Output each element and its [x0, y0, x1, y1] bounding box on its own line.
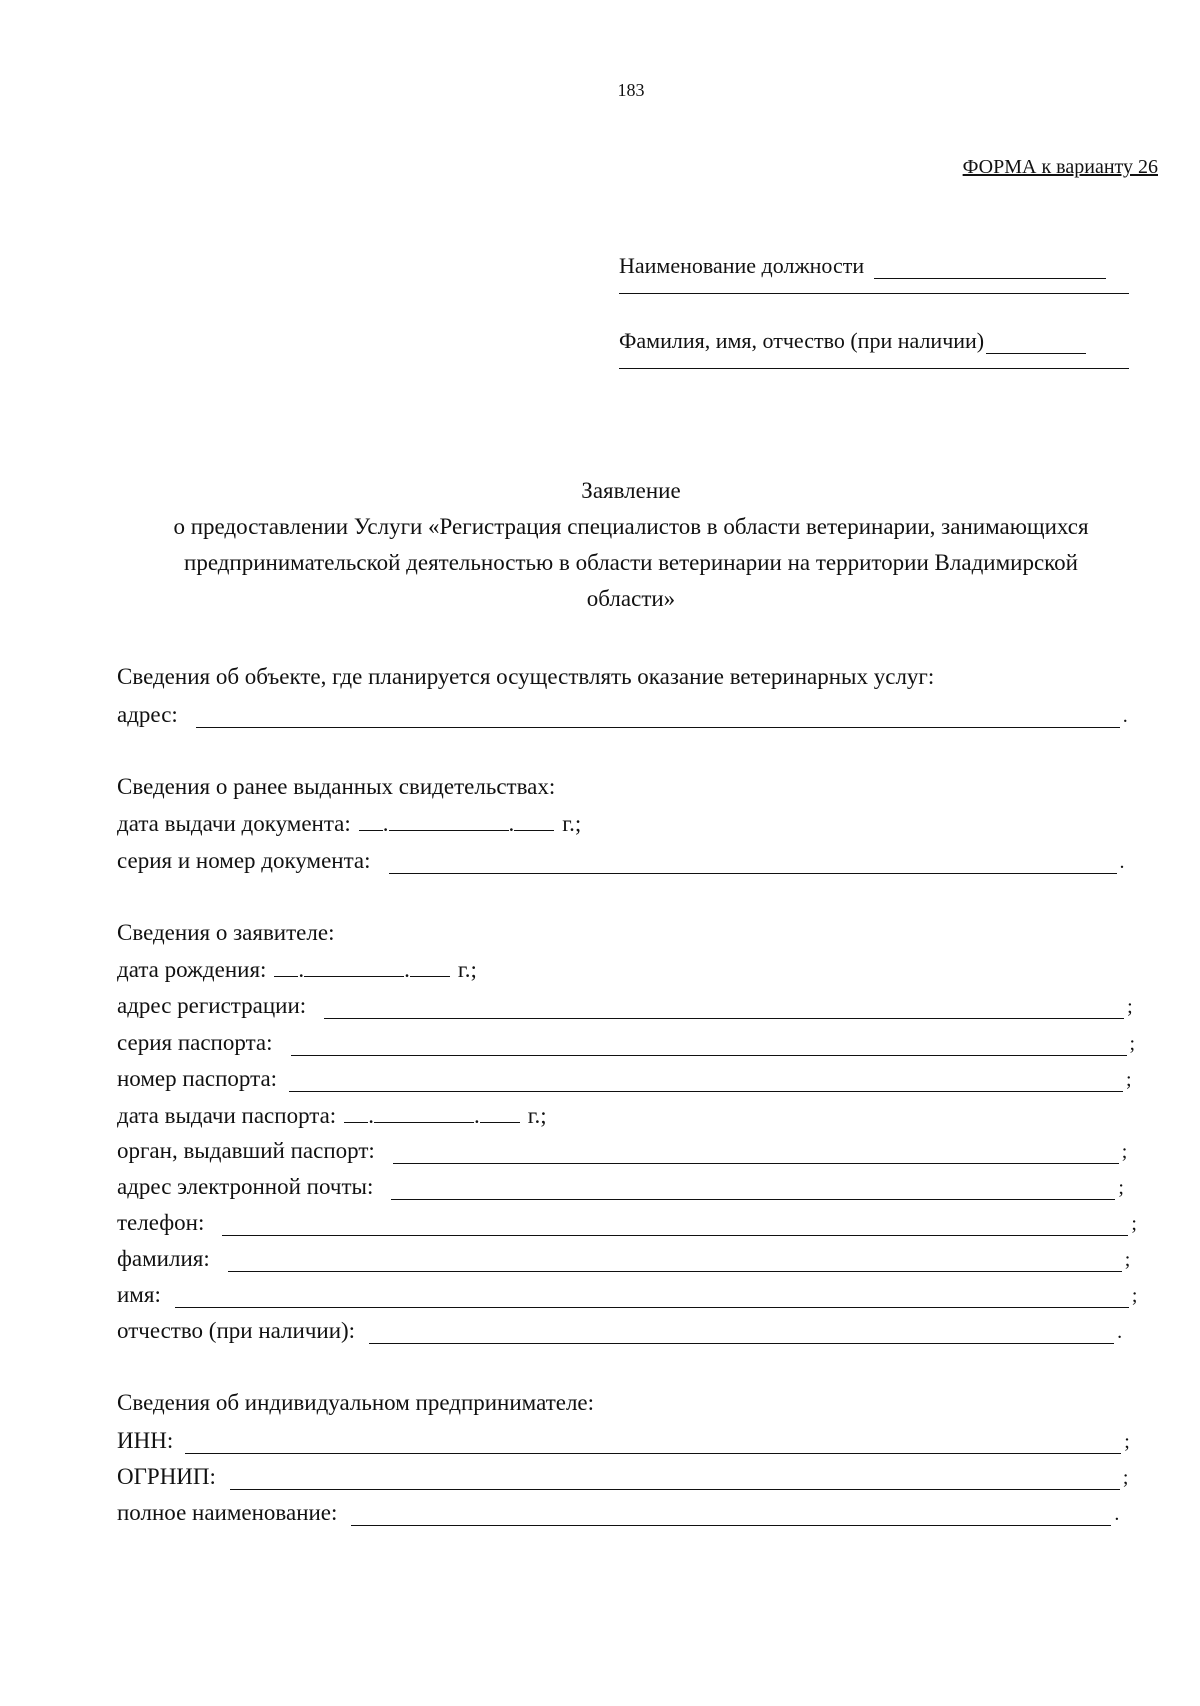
phone-blank[interactable] [222, 1215, 1128, 1236]
passport-series-blank[interactable] [291, 1035, 1127, 1056]
document-subtitle-line-1: о предоставлении Услуги «Регистрация специалистов в области ветеринарии, занимающихся [173, 514, 1089, 539]
passport-month-blank[interactable] [374, 1102, 474, 1123]
full-name-blank[interactable] [351, 1505, 1111, 1526]
applicant-field-row [117, 1030, 1135, 1056]
birth-month-blank[interactable] [304, 956, 404, 977]
birth-day-blank[interactable] [274, 956, 298, 977]
certificate-number-label: серия и номер документа: [117, 848, 371, 873]
certificate-date-row: дата выдачи документа: . . г.; [117, 811, 582, 836]
certificate-year-blank[interactable] [514, 810, 554, 831]
object-address-row [117, 702, 1128, 728]
applicant-field-label: телефон: [117, 1210, 205, 1235]
entrepreneur-section-title: Сведения об индивидуальном предпринимателе: [117, 1390, 595, 1415]
position-blank-2[interactable] [619, 293, 1129, 294]
applicant-field-label: фамилия: [117, 1246, 210, 1271]
inn-blank[interactable] [185, 1433, 1121, 1454]
applicant-section-title: Сведения о заявителе: [117, 920, 335, 945]
applicant-field-row [117, 1066, 1132, 1092]
applicant-field-label: имя: [117, 1282, 161, 1307]
applicant-field-label: серия паспорта: [117, 1030, 273, 1055]
surname-blank[interactable] [228, 1251, 1122, 1272]
page-number: 183 [617, 80, 645, 100]
applicant-field-end: ; [1131, 1285, 1138, 1307]
document-title: Заявление [581, 478, 681, 503]
fio-blank[interactable] [986, 333, 1086, 354]
patronymic-blank[interactable] [369, 1323, 1114, 1344]
certificate-number-row [117, 848, 1125, 874]
applicant-field-row [117, 1210, 1137, 1236]
applicant-field-end: ; [1131, 1213, 1137, 1235]
object-address-blank[interactable] [196, 707, 1120, 728]
passport-day-blank[interactable] [344, 1102, 368, 1123]
fio-label: Фамилия, имя, отчество (при наличии) [619, 328, 985, 353]
passport-year-blank[interactable] [480, 1102, 520, 1123]
passport-number-blank[interactable] [289, 1071, 1123, 1092]
form-reference: ФОРМА к варианту 26 [962, 156, 1158, 178]
applicant-field-row [117, 993, 1133, 1019]
entrepreneur-field-row [117, 1500, 1119, 1526]
first-name-blank[interactable] [175, 1287, 1129, 1308]
applicant-field-end: ; [1121, 1141, 1128, 1163]
certificate-number-end: . [1119, 851, 1125, 873]
entrepreneur-field-label: ОГРНИП: [117, 1464, 216, 1489]
entrepreneur-field-row [117, 1464, 1128, 1490]
object-address-end: . [1122, 705, 1128, 727]
fio-blank-2[interactable] [619, 368, 1129, 369]
document-subtitle-line-3: области» [586, 586, 676, 611]
passport-date-label: дата выдачи паспорта: [117, 1103, 337, 1128]
applicant-field-end: . [1117, 1321, 1123, 1343]
registration-address-blank[interactable] [324, 998, 1124, 1019]
birth-date-row: дата рождения: . . г.; [117, 957, 477, 982]
applicant-field-label: адрес регистрации: [117, 993, 307, 1018]
certificate-day-blank[interactable] [359, 810, 383, 831]
applicant-field-row [117, 1138, 1127, 1164]
position-label: Наименование должности [619, 253, 865, 278]
entrepreneur-field-label: полное наименование: [117, 1500, 338, 1525]
applicant-field-end: ; [1126, 1069, 1132, 1091]
applicant-field-end: ; [1124, 1249, 1131, 1271]
document-subtitle-line-2: предпринимательской деятельностью в области ветеринарии на территории Владимирской [184, 550, 1078, 575]
entrepreneur-field-end: ; [1122, 1467, 1129, 1489]
birth-date-label: дата рождения: [117, 957, 267, 982]
applicant-field-end: ; [1127, 996, 1133, 1018]
email-blank[interactable] [391, 1179, 1115, 1200]
applicant-field-row [117, 1174, 1124, 1200]
position-field [619, 253, 1106, 279]
applicant-field-label: адрес электронной почты: [117, 1174, 374, 1199]
entrepreneur-field-end: . [1114, 1503, 1120, 1525]
certificate-month-blank[interactable] [389, 810, 509, 831]
applicant-field-label: номер паспорта: [117, 1066, 278, 1091]
applicant-field-end: ; [1118, 1177, 1124, 1199]
entrepreneur-field-row [117, 1428, 1130, 1454]
certificates-section-title: Сведения о ранее выданных свидетельствах: [117, 774, 556, 799]
certificate-number-blank[interactable] [389, 853, 1117, 874]
passport-issuer-blank[interactable] [393, 1143, 1119, 1164]
fio-field [619, 328, 1086, 354]
passport-date-row: дата выдачи паспорта: . . г.; [117, 1103, 547, 1128]
position-blank[interactable] [874, 258, 1106, 279]
applicant-field-end: ; [1129, 1033, 1136, 1055]
birth-year-blank[interactable] [410, 956, 450, 977]
applicant-field-row [117, 1246, 1130, 1272]
entrepreneur-field-label: ИНН: [117, 1428, 174, 1453]
ogrnip-blank[interactable] [230, 1469, 1120, 1490]
birth-year-suffix: г.; [457, 957, 477, 982]
entrepreneur-field-end: ; [1124, 1431, 1130, 1453]
applicant-field-row [117, 1282, 1137, 1308]
applicant-field-label: отчество (при наличии): [117, 1318, 356, 1343]
object-address-label: адрес: [117, 702, 178, 727]
certificate-year-suffix: г.; [562, 811, 582, 836]
applicant-field-label: орган, выдавший паспорт: [117, 1138, 375, 1163]
certificate-date-label: дата выдачи документа: [117, 811, 351, 836]
applicant-field-row [117, 1318, 1122, 1344]
passport-year-suffix: г.; [527, 1103, 547, 1128]
object-section-title: Сведения об объекте, где планируется осуществлять оказание ветеринарных услуг: [117, 664, 935, 689]
